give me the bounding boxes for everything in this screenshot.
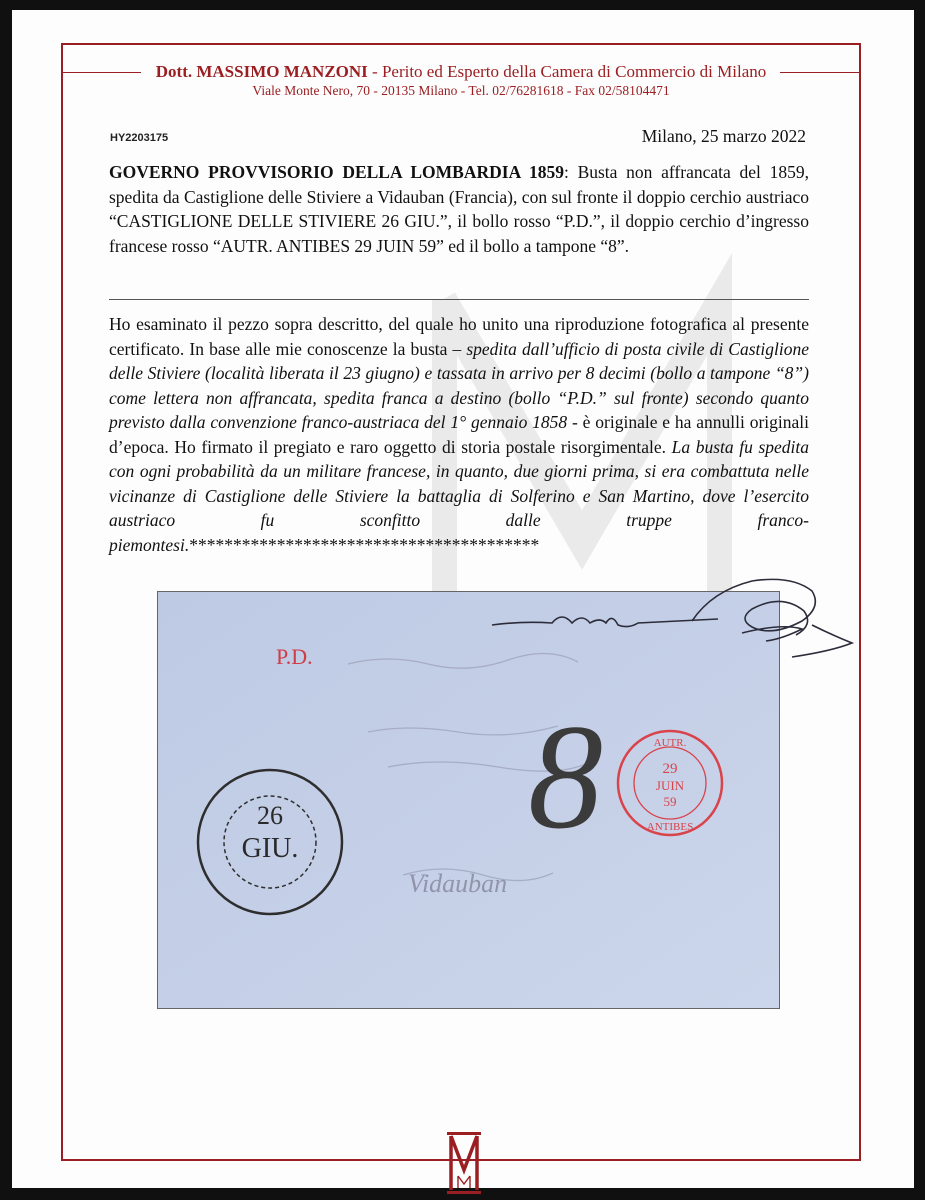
description-text: : Busta non affrancata del 1859, spedita da Castiglione delle Stiviere a Vidauban (Francia), con sul fronte il doppio cerchio austriaco “CASTIGLIONE DELLE STIVIERE 26 GIU.”, il bollo rosso “P.D.”, il doppio cerchio d’ingresso francese rosso “AUTR. ANTIBES 29 JUIN 59” ed il bollo a tampone “8”. bbox=[109, 162, 809, 256]
place-date: Milano, 25 marzo 2022 bbox=[641, 126, 806, 146]
manuscript-address: Vidauban bbox=[408, 869, 508, 898]
opinion-text-3: - è originale e ha annulli originali d’epoca. Ho firmato il pregiato e raro oggetto di storia postale risorgimentale. bbox=[109, 412, 809, 457]
expert-opinion bbox=[109, 312, 809, 557]
opinion-filler: **************************************** bbox=[189, 534, 540, 555]
french-entry-cancel bbox=[618, 731, 722, 835]
item-description bbox=[109, 160, 809, 258]
certificate-id: HY2203175 bbox=[110, 132, 169, 144]
mm-logo bbox=[444, 1130, 484, 1196]
expert-name: Dott. MASSIMO MANZONI bbox=[155, 62, 368, 81]
expert-signature bbox=[482, 565, 872, 675]
tax-mark-8: 8 bbox=[528, 694, 603, 860]
opinion-text-4: La busta fu spedita con ogni probabilità da un militare francese, in quanto, due giorni prima, si era combattuta nelle vicinanze di Castiglione delle Stiviere la battaglia di Solferino e San Martino, dove l’esercito austriaco fu sconfitto dalle truppe franco-piemontesi. bbox=[109, 436, 809, 555]
austrian-cancel-day: 26 bbox=[257, 801, 283, 830]
description-subject: GOVERNO PROVVISORIO DELLA LOMBARDIA 1859 bbox=[109, 162, 564, 182]
french-cancel-bottom: ANTIBES bbox=[646, 821, 694, 833]
expert-title: - Perito ed Esperto della Camera di Commercio di Milano bbox=[372, 62, 767, 81]
pd-red-mark: P.D. bbox=[276, 644, 313, 669]
french-cancel-year: 59 bbox=[663, 794, 677, 809]
expert-header bbox=[61, 62, 861, 82]
description-divider bbox=[109, 299, 809, 300]
austrian-cancel-month: GIU. bbox=[241, 833, 299, 864]
opinion-text-1: Ho esaminato il pezzo sopra descritto, del quale ho unito una riproduzione fotografica al presente certificato. In base alle mie conoscenze la busta – bbox=[109, 314, 809, 359]
french-cancel-month: JUIN bbox=[655, 778, 685, 793]
certificate-sheet bbox=[12, 10, 914, 1188]
french-cancel-top: AUTR. bbox=[653, 737, 687, 749]
french-cancel-day: 29 bbox=[662, 761, 678, 777]
opinion-text-2: spedita dall’ufficio di posta civile di Castiglione delle Stiviere (località liberata il 23 giugno) e tassata in arrivo per 8 decimi (bollo a tampone “8”) come lettera non affrancata, spedita franca a destino (bollo “P.D.” sul fronte) secondo quanto previsto dalla convenzione franco-austriaca del 1° gennaio 1858 bbox=[109, 338, 809, 432]
expert-address: Viale Monte Nero, 70 - 20135 Milano - Tel. 02/76281618 - Fax 02/58104471 bbox=[252, 83, 670, 98]
